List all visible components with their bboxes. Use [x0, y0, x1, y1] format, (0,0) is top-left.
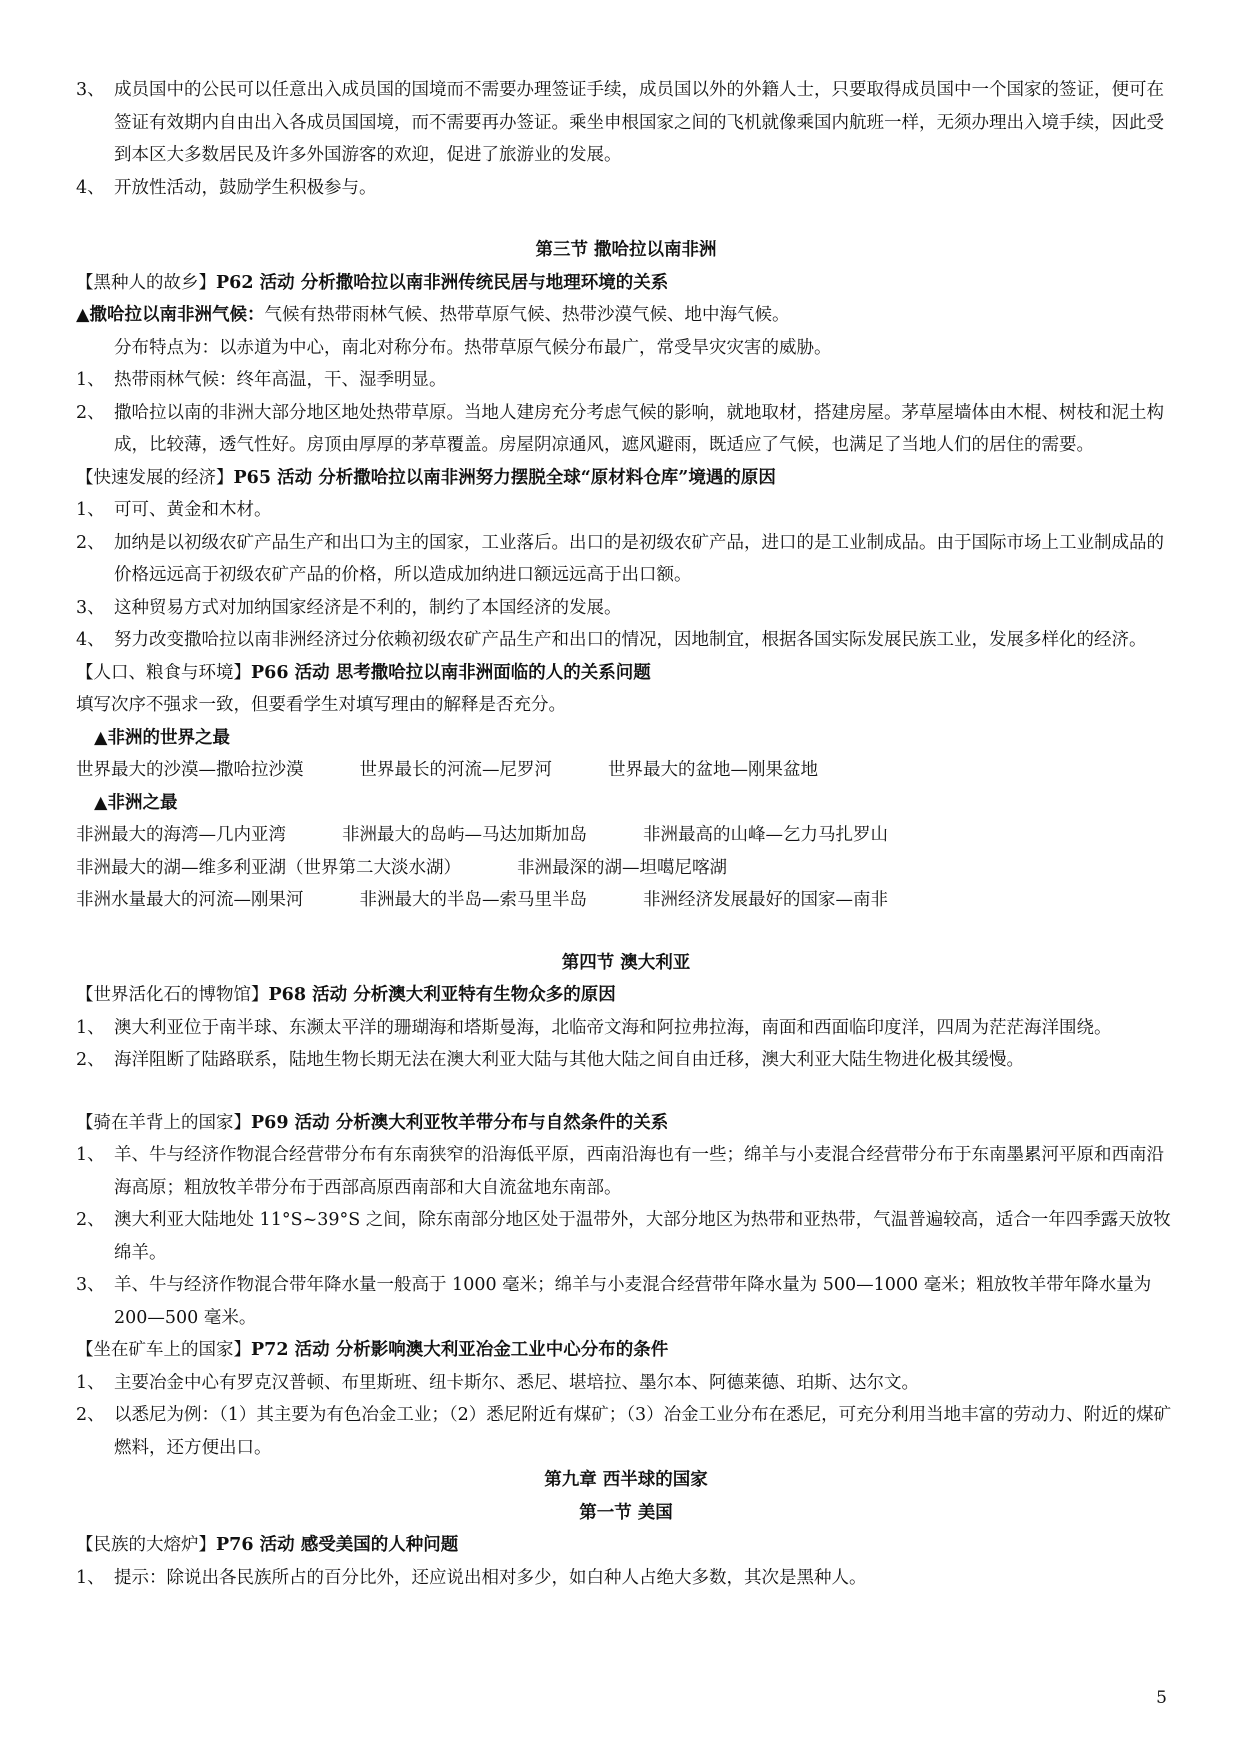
item-number: 2、 — [76, 1405, 105, 1425]
activity-heading — [76, 1529, 1176, 1562]
fact-item: 非洲最大的湖—维多利亚湖（世界第二大淡水湖） — [76, 857, 461, 878]
document-page — [76, 74, 1176, 1594]
heading-text: P62 活动 分析撒哈拉以南非洲传统民居与地理环境的关系 — [216, 272, 669, 293]
fact-item: 非洲最深的湖—坦噶尼喀湖 — [517, 857, 727, 878]
list-item — [76, 172, 1176, 205]
list-item — [76, 527, 1176, 592]
section-title: 第四节 澳大利亚 — [561, 952, 691, 973]
item-number: 3、 — [76, 80, 105, 100]
heading-text: P72 活动 分析影响澳大利亚冶金工业中心分布的条件 — [251, 1340, 669, 1360]
world-best-title: ▲非洲的世界之最 — [94, 727, 230, 748]
heading-bracket: 【坐在矿车上的国家】 — [76, 1340, 251, 1360]
fact-item: 非洲最大的半岛—索马里半岛 — [359, 890, 587, 910]
item-text: 以悉尼为例：（1）其主要为有色冶金工业；（2）悉尼附近有煤矿；（3）冶金工业分布在悉尼，可充分利用当地丰富的劳动力、附近的煤矿燃料，还方便出口。 — [114, 1405, 1172, 1458]
activity-heading — [76, 1107, 1176, 1140]
activity-heading — [76, 267, 1176, 300]
africa-best-title: ▲非洲之最 — [94, 792, 178, 813]
item-text: 热带雨林气候：终年高温，干、湿季明显。 — [114, 370, 447, 390]
africa-best-row — [76, 884, 1176, 917]
item-text: 这种贸易方式对加纳国家经济是不利的，制约了本国经济的发展。 — [114, 597, 622, 618]
heading-text: P65 活动 分析撒哈拉以南非洲努力摆脱全球“原材料仓库”境遇的原因 — [233, 467, 776, 488]
list-item — [76, 1562, 1176, 1595]
heading-text: P68 活动 分析澳大利亚特有生物众多的原因 — [268, 985, 616, 1005]
activity-heading — [76, 1334, 1176, 1367]
climate-line — [76, 299, 1176, 332]
heading-bracket: 【世界活化石的博物馆】 — [76, 985, 269, 1005]
list-item — [76, 494, 1176, 527]
activity-heading — [76, 657, 1176, 690]
list-item — [76, 624, 1176, 657]
list-item — [76, 1367, 1176, 1400]
item-text: 加纳是以初级农矿产品生产和出口为主的国家，工业落后。出口的是初级农矿产品，进口的是工业制成品。由于国际市场上工业制成品的价格远远高于初级农矿产品的价格，所以造成加纳进口额远远高于出口额。 — [114, 532, 1164, 585]
list-item — [76, 1269, 1176, 1334]
africa-best-row — [76, 852, 1176, 885]
list-item — [76, 1399, 1176, 1464]
list-item — [76, 364, 1176, 397]
fact-item: 非洲最大的岛屿—马达加斯加岛 — [342, 825, 587, 845]
item-number: 3、 — [76, 1275, 105, 1295]
item-number: 1、 — [76, 1145, 105, 1165]
fill-note: 填写次序不强求一致，但要看学生对填写理由的解释是否充分。 — [76, 695, 566, 715]
item-number: 1、 — [76, 500, 105, 520]
chapter-title: 第九章 西半球的国家 — [544, 1470, 708, 1490]
list-item — [76, 1012, 1176, 1045]
item-number: 2、 — [76, 1210, 105, 1230]
item-number: 2、 — [76, 1050, 105, 1070]
fact-item: 非洲最高的山峰—乞力马扎罗山 — [643, 825, 888, 845]
fact-item: 非洲最大的海湾—几内亚湾 — [76, 825, 286, 845]
item-number: 1、 — [76, 370, 105, 390]
climate-label: ▲撒哈拉以南非洲气候： — [76, 305, 265, 325]
heading-text: P69 活动 分析澳大利亚牧羊带分布与自然条件的关系 — [251, 1112, 669, 1133]
item-number: 1、 — [76, 1372, 105, 1393]
item-number: 2、 — [76, 402, 105, 423]
item-text: 羊、牛与经济作物混合带年降水量一般高于 1000 毫米；绵羊与小麦混合经营带年降水量为 500—1000 毫米；粗放牧羊带年降水量为 200—500 毫米。 — [114, 1275, 1152, 1328]
section-title: 第三节 撒哈拉以南非洲 — [535, 240, 717, 260]
list-item — [76, 592, 1176, 625]
item-text: 努力改变撒哈拉以南非洲经济过分依赖初级农矿产品生产和出口的情况，因地制宜，根据各国实际发展民族工业，发展多样化的经济。 — [114, 630, 1147, 650]
list-item — [76, 397, 1176, 462]
item-text: 海洋阻断了陆路联系，陆地生物长期无法在澳大利亚大陆与其他大陆之间自由迁移，澳大利亚大陆生物进化极其缓慢。 — [114, 1050, 1024, 1070]
heading-bracket: 【骑在羊背上的国家】 — [76, 1112, 251, 1133]
item-number: 4、 — [76, 630, 105, 650]
list-item — [76, 74, 1176, 172]
item-number: 4、 — [76, 177, 105, 198]
world-best-row — [76, 754, 1176, 787]
heading-bracket: 【快速发展的经济】 — [76, 467, 234, 488]
fact-item: 世界最长的河流—尼罗河 — [359, 760, 552, 780]
fact-item: 世界最大的盆地—刚果盆地 — [608, 760, 818, 780]
section-title: 第一节 美国 — [579, 1502, 673, 1523]
item-number: 1、 — [76, 1567, 105, 1588]
climate-text: 气候有热带雨林气候、热带草原气候、热带沙漠气候、地中海气候。 — [264, 305, 790, 325]
heading-text: P76 活动 感受美国的人种问题 — [216, 1535, 459, 1555]
item-text: 羊、牛与经济作物混合经营带分布有东南狭窄的沿海低平原，西南沿海也有一些；绵羊与小麦混合经营带分布于东南墨累河平原和西南沿海高原；粗放牧羊带分布于西部高原西南部和大自流盆地东南部。 — [114, 1145, 1164, 1198]
heading-text: P66 活动 思考撒哈拉以南非洲面临的人的关系问题 — [251, 662, 651, 683]
item-text: 可可、黄金和木材。 — [114, 500, 272, 520]
item-text: 澳大利亚位于南半球、东濒太平洋的珊瑚海和塔斯曼海，北临帝文海和阿拉弗拉海，南面和西面临印度洋，四周为茫茫海洋围绕。 — [114, 1017, 1112, 1038]
item-number: 3、 — [76, 597, 105, 618]
item-number: 1、 — [76, 1017, 105, 1038]
africa-best-row — [76, 819, 1176, 852]
list-item — [76, 1044, 1176, 1077]
item-text: 开放性活动，鼓励学生积极参与。 — [114, 177, 377, 198]
list-item — [76, 1139, 1176, 1204]
item-number: 2、 — [76, 532, 105, 553]
heading-bracket: 【人口、粮食与环境】 — [76, 662, 251, 683]
fact-item: 世界最大的沙漠—撒哈拉沙漠 — [76, 760, 304, 780]
fact-item: 非洲水量最大的河流—刚果河 — [76, 890, 304, 910]
page-number: 5 — [1156, 1688, 1167, 1708]
distribution-text: 分布特点为：以赤道为中心，南北对称分布。热带草原气候分布最广，常受旱灾灾害的威胁。 — [114, 337, 832, 358]
item-text: 主要冶金中心有罗克汉普顿、布里斯班、纽卡斯尔、悉尼、堪培拉、墨尔本、阿德莱德、珀斯、达尔文。 — [114, 1372, 919, 1393]
item-text: 提示：除说出各民族所占的百分比外，还应说出相对多少，如白种人占绝大多数，其次是黑种人。 — [114, 1567, 867, 1588]
list-item — [76, 1204, 1176, 1269]
item-text: 成员国中的公民可以任意出入成员国的国境而不需要办理签证手续，成员国以外的外籍人士，只要取得成员国中一个国家的签证，便可在签证有效期内自由出入各成员国国境，而不需要再办签证。乘坐申根国家之间的飞机就像乘国内航班一样，无须办理出入境手续，因此受到本区大多数居民及许多外国游客的欢迎，促进了旅游业的发展。 — [114, 80, 1164, 165]
heading-bracket: 【黑种人的故乡】 — [76, 272, 216, 293]
item-text: 撒哈拉以南的非洲大部分地区地处热带草原。当地人建房充分考虑气候的影响，就地取材，搭建房屋。茅草屋墙体由木棍、树枝和泥土构成，比较薄，透气性好。房顶由厚厚的茅草覆盖。房屋阴凉通风，遮风避雨，既适应了气候，也满足了当地人们的居住的需要。 — [114, 402, 1164, 455]
heading-bracket: 【民族的大熔炉】 — [76, 1535, 216, 1555]
item-text: 澳大利亚大陆地处 11°S~39°S 之间，除东南部分地区处于温带外，大部分地区为热带和亚热带，气温普遍较高，适合一年四季露天放牧绵羊。 — [114, 1210, 1171, 1263]
activity-heading — [76, 979, 1176, 1012]
fact-item: 非洲经济发展最好的国家—南非 — [643, 890, 888, 910]
activity-heading — [76, 462, 1176, 495]
